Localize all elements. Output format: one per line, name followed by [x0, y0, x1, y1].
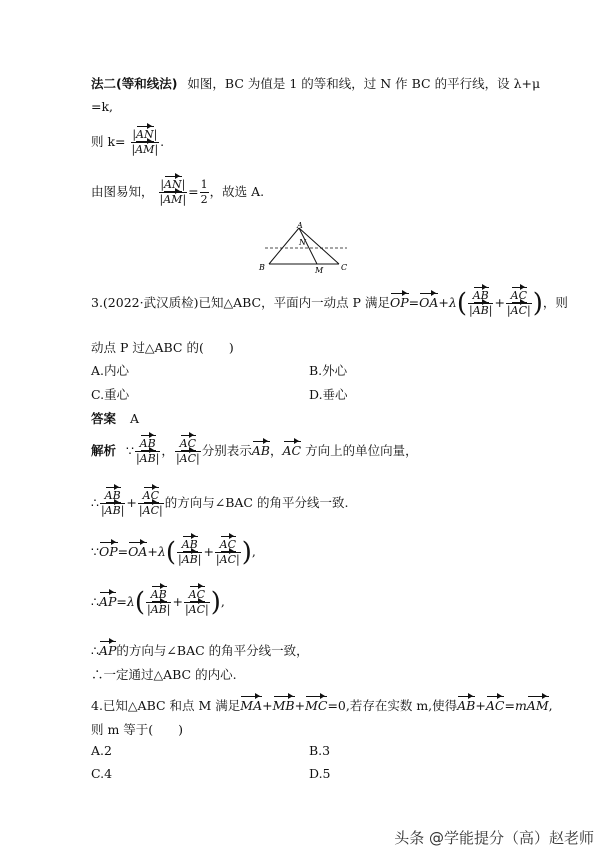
analysis-line5: ∴AP的方向与∠BAC 的角平分线一致， [91, 643, 309, 658]
method2-line1 [91, 74, 540, 92]
one-half: $\frac{1}{2}$ [200, 178, 208, 206]
label-a: A [297, 222, 303, 230]
q3-stem-a: 3.(2022·武汉质检)已知△ABC，平面内一动点 P 满足 [91, 294, 390, 310]
then-text: 则 k= [91, 133, 126, 149]
choose-text: ，故选 A. [209, 183, 265, 199]
watermark: 头条 @学能提分（高）赵老师 [394, 829, 594, 847]
label-m: M [315, 266, 324, 274]
q4-option-c: C.4 [91, 766, 113, 781]
q3-option-c: C.重心 [91, 387, 130, 402]
label-n: N [299, 238, 306, 247]
q4-stem2: 则 m 等于( ) [91, 722, 184, 737]
analysis-line1: 解析 ∵ $\frac{AB}{|AB|}$ ， $\frac{AC}{|AC|}$ 分别表示AB，AC 方向上的单位向量， [91, 437, 418, 465]
ratio-an-am-2: $\frac{|AN|}{|AM|}$ [159, 178, 187, 206]
q3-stem-b: ，则 [542, 294, 568, 310]
answer-label: 答案 [91, 411, 117, 426]
method2-then-line: 则 k= $\frac{|AN|}{|AM|}$ . [91, 128, 165, 156]
ratio-an-am: $\frac{|AN|}{|AM|}$ [131, 128, 159, 156]
q4-option-d: D.5 [309, 766, 331, 781]
analysis-line3: ∵OP=OA+λ( $\frac{AB}{|AB|}$ + $\frac{AC}{|AC|}$ ), [91, 537, 256, 568]
method2-easy-line: 由图易知， $\frac{|AN|}{|AM|}$ = $\frac{1}{2}$ ，故选 A. [91, 178, 265, 206]
label-c: C [341, 263, 348, 272]
analysis-line6: ∴一定通过△ABC 的内心. [91, 667, 237, 682]
q4-option-b: B.3 [309, 743, 331, 758]
q4-option-a: A.2 [91, 743, 112, 758]
method2-line2: =k, [91, 99, 114, 114]
analysis-line2: ∴ $\frac{AB}{|AB|}$ + $\frac{AC}{|AC|}$ 的方向与∠BAC 的角平分线一致. [91, 489, 349, 517]
answer-line [91, 409, 139, 427]
q3-stem2: 动点 P 过△ABC 的( ) [91, 340, 234, 355]
q3-option-b: B.外心 [309, 363, 348, 378]
q3-option-d: D.垂心 [309, 387, 348, 402]
q3-line1: 3.(2022·武汉质检)已知△ABC，平面内一动点 P 满足OP=OA+λ( $\frac{AB}{|AB|}$ + $\frac{AC}{|AC|}$ )，则 [91, 288, 568, 319]
method2-title: 法二(等和线法) [91, 76, 178, 91]
easy-text: 由图易知， [91, 183, 154, 199]
q4-line1: 4.已知△ABC 和点 M 满足MA+MB+MC=0,若存在实数 m,使得AB+AC=mAM, [91, 698, 553, 713]
method2-text1: 如图，BC 为值是 1 的等和线，过 N 作 BC 的平行线，设 λ+μ [187, 76, 541, 91]
label-b: B [259, 263, 265, 272]
q3-option-a: A.内心 [91, 363, 130, 378]
analysis-line4: ∴AP=λ( $\frac{AB}{|AB|}$ + $\frac{AC}{|AC|}$ ), [91, 587, 225, 618]
answer-value: A [130, 411, 140, 426]
analysis-label: 解析 [91, 442, 117, 458]
triangle-figure [255, 222, 355, 274]
